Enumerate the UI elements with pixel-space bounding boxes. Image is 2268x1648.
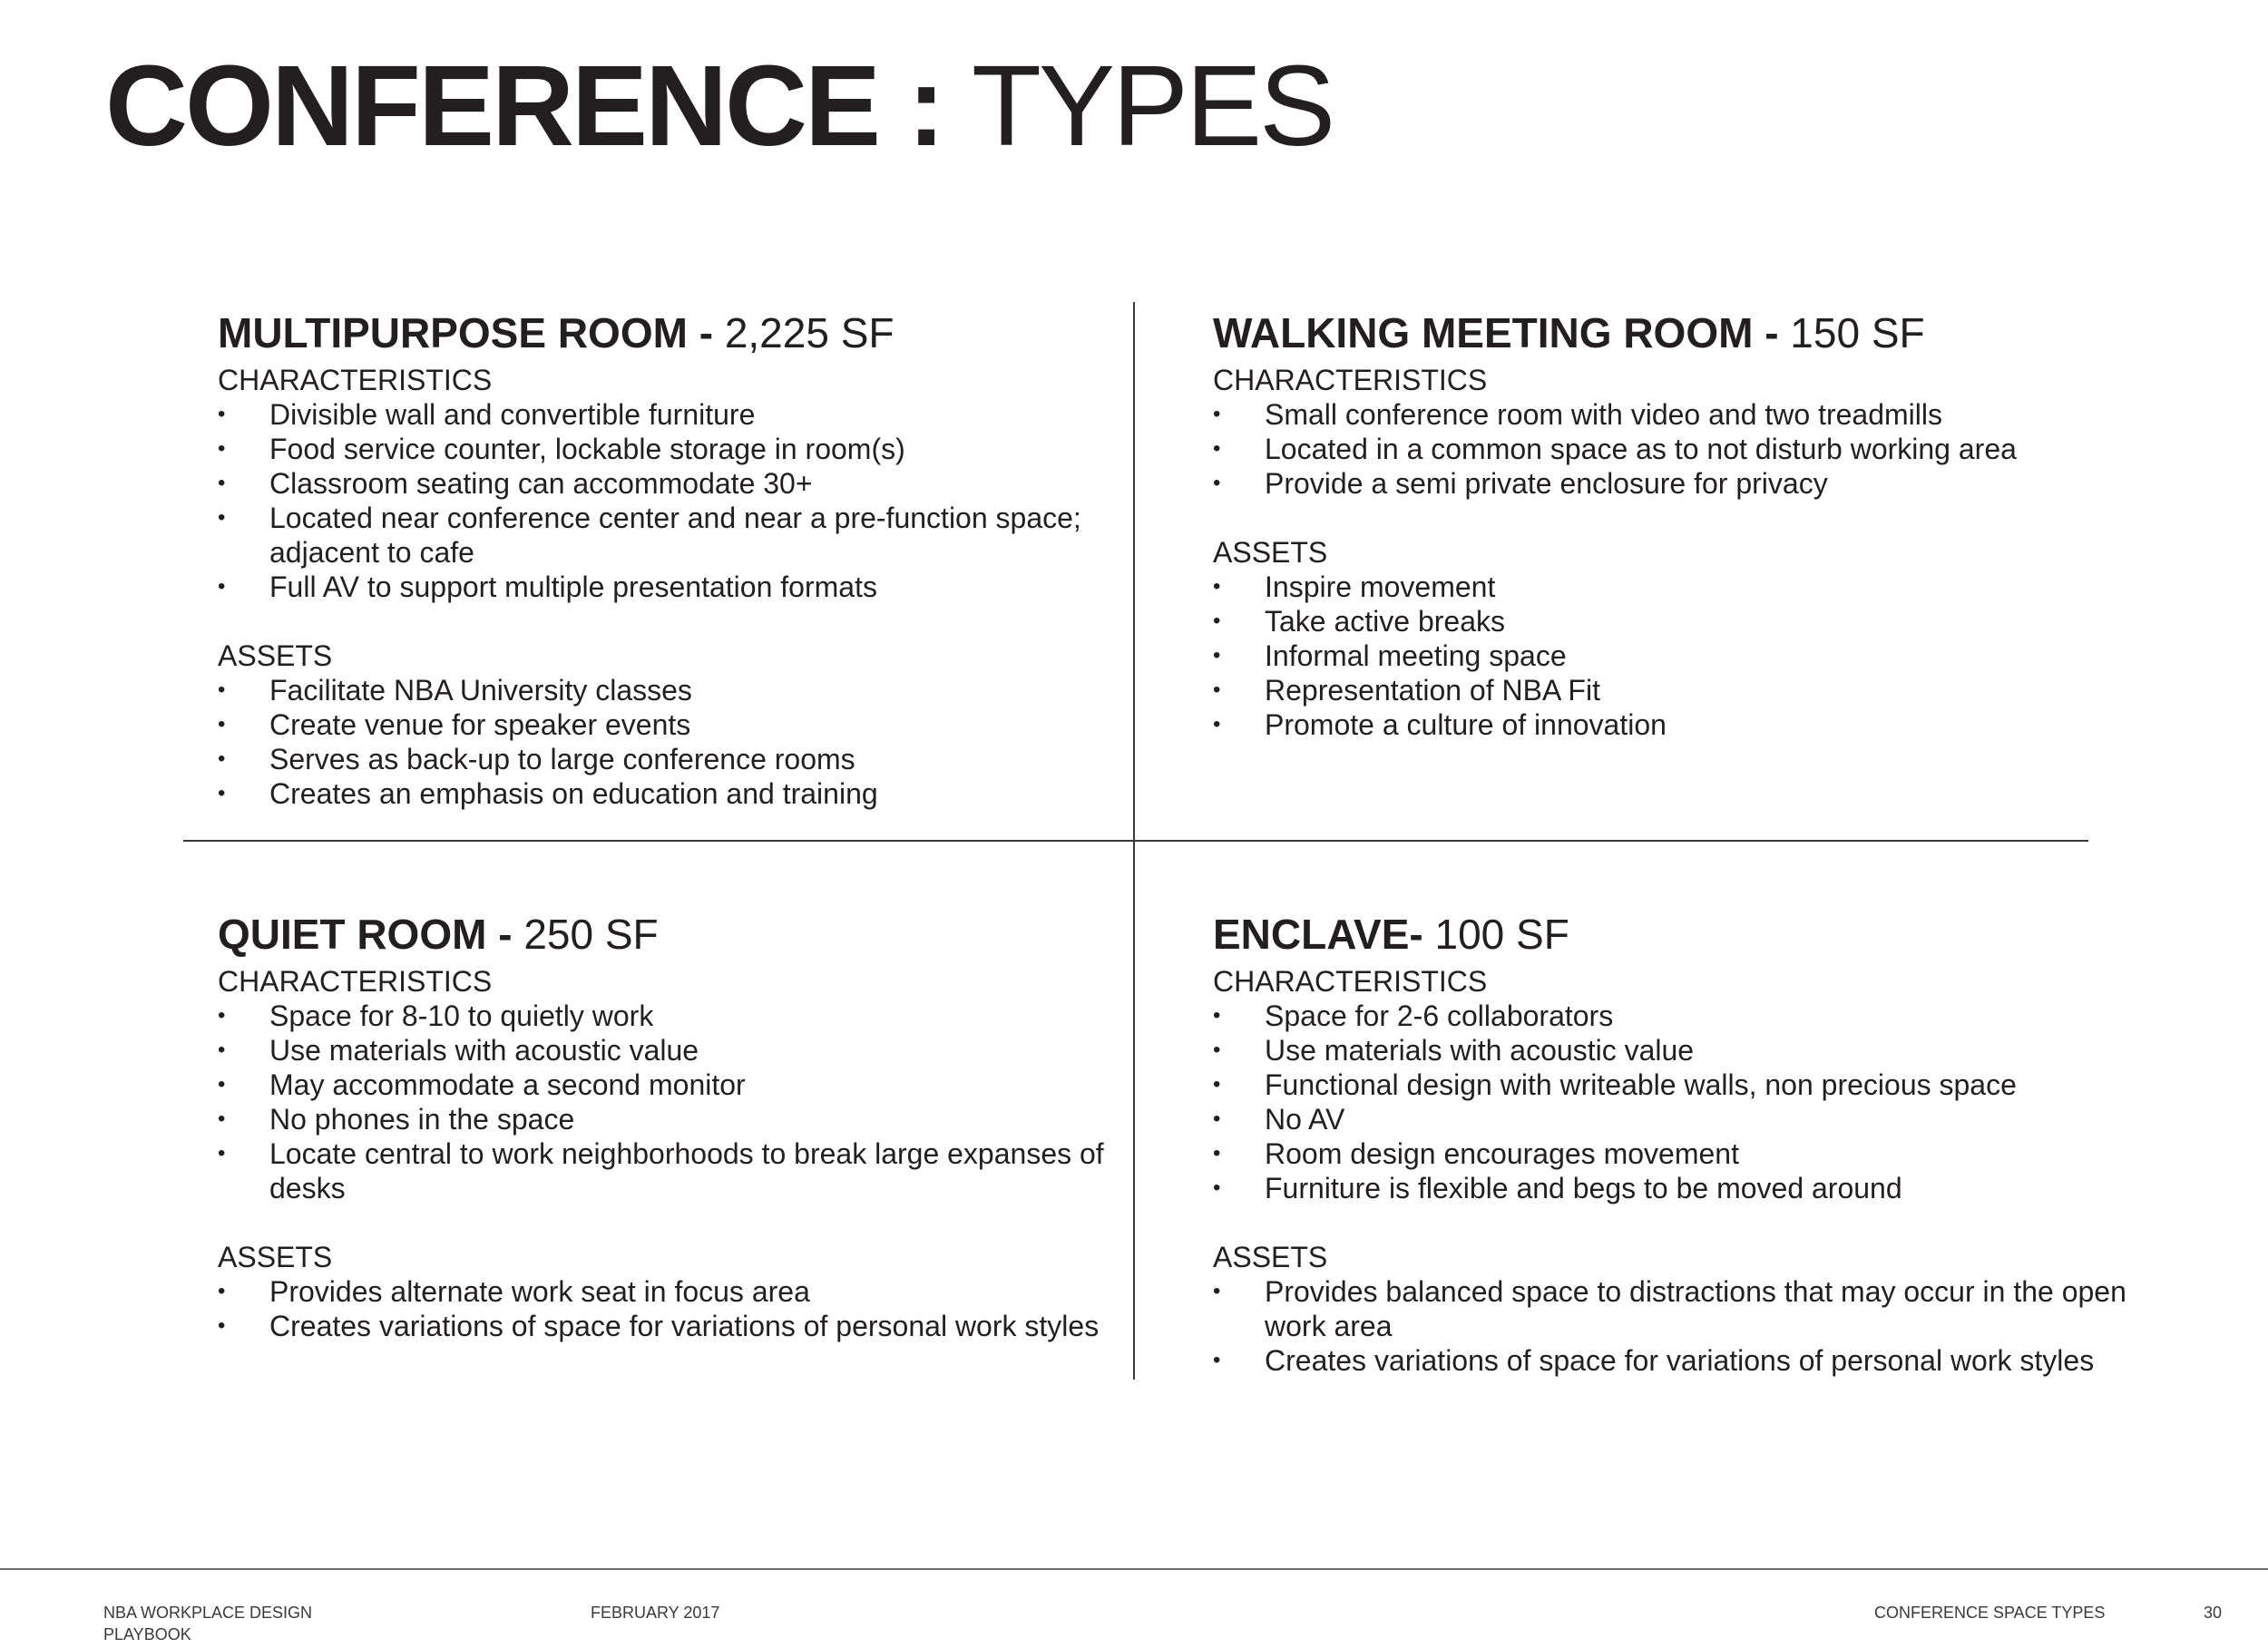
room-name: MULTIPURPOSE ROOM - [218, 309, 714, 356]
list-item: • Creates variations of space for variations of personal work styles [218, 1309, 1143, 1343]
list-item: • Serves as back-up to large conference rooms [218, 742, 1143, 776]
characteristics-label: CHARACTERISTICS [218, 965, 493, 998]
list-item: • Space for 8-10 to quietly work [218, 999, 1143, 1033]
characteristics-list [1213, 397, 2138, 501]
list-item: • Creates an emphasis on education and training [218, 776, 1143, 811]
list-item: • Room design encourages movement [1213, 1136, 2165, 1171]
section-title [218, 908, 1143, 961]
horizontal-divider [183, 840, 2088, 842]
room-name: QUIET ROOM - [218, 911, 513, 958]
list-item: • Use materials with acoustic value [218, 1033, 1143, 1068]
list-item: • Located in a common space as to not disturb working area [1213, 432, 2138, 466]
assets-label: ASSETS [218, 639, 333, 672]
section-quiet-room [218, 908, 1143, 1343]
list-item: • Promote a culture of innovation [1213, 707, 2138, 742]
characteristics-list [218, 397, 1143, 604]
section-enclave [1213, 908, 2165, 1378]
footer-section-name: CONFERENCE SPACE TYPES [1874, 1604, 2106, 1622]
assets-list [1213, 1274, 2165, 1378]
section-multipurpose-room [218, 307, 1143, 811]
list-item: • Representation of NBA Fit [1213, 673, 2138, 707]
footer-book-title: NBA WORKPLACE DESIGN PLAYBOOK [103, 1604, 313, 1643]
section-title [218, 307, 1143, 359]
list-item: • Provide a semi private enclosure for privacy [1213, 466, 2138, 501]
list-item: • Facilitate NBA University classes [218, 673, 1143, 707]
room-size: 2,225 SF [724, 309, 894, 356]
list-item: • Full AV to support multiple presentation formats [218, 570, 1143, 604]
assets-label: ASSETS [1213, 536, 1328, 569]
characteristics-list [1213, 999, 2165, 1205]
room-name: ENCLAVE- [1213, 911, 1423, 958]
list-item: • Creates variations of space for variations of personal work styles [1213, 1343, 2165, 1378]
list-item: • No AV [1213, 1102, 2165, 1136]
list-item: • Space for 2-6 collaborators [1213, 999, 2165, 1033]
list-item: • Divisible wall and convertible furniture [218, 397, 1143, 432]
page-number: 30 [2204, 1604, 2223, 1622]
assets-list [218, 673, 1143, 811]
footer-divider [0, 1568, 2268, 1570]
list-item: • Inspire movement [1213, 570, 2138, 604]
characteristics-list [218, 999, 1143, 1205]
page-title-bold: CONFERENCE : [105, 42, 943, 170]
assets-label: ASSETS [1213, 1241, 1328, 1273]
list-item: • Functional design with writeable walls, non precious space [1213, 1068, 2165, 1102]
list-item: • Informal meeting space [1213, 639, 2138, 673]
assets-label: ASSETS [218, 1241, 333, 1273]
list-item: • Classroom seating can accommodate 30+ [218, 466, 1143, 501]
room-size: 100 SF [1434, 911, 1569, 958]
assets-list [1213, 570, 2138, 742]
list-item: • May accommodate a second monitor [218, 1068, 1143, 1102]
list-item: • Small conference room with video and two treadmills [1213, 397, 2138, 432]
page-title-light: TYPES [972, 42, 1334, 170]
section-walking-meeting-room [1213, 307, 2138, 742]
section-title [1213, 908, 2165, 961]
list-item: • Furniture is flexible and begs to be moved around [1213, 1171, 2165, 1205]
list-item: • Locate central to work neighborhoods to break large expanses of desks [218, 1136, 1143, 1205]
footer-date: FEBRUARY 2017 [591, 1604, 720, 1622]
section-title [1213, 307, 2138, 359]
characteristics-label: CHARACTERISTICS [218, 364, 493, 396]
list-item: • Provides alternate work seat in focus area [218, 1274, 1143, 1309]
page-title [105, 38, 1333, 174]
characteristics-label: CHARACTERISTICS [1213, 364, 1488, 396]
list-item: • Create venue for speaker events [218, 707, 1143, 742]
list-item: • Food service counter, lockable storage in room(s) [218, 432, 1143, 466]
list-item: • Use materials with acoustic value [1213, 1033, 2165, 1068]
assets-list [218, 1274, 1143, 1343]
room-size: 150 SF [1790, 309, 1925, 356]
list-item: • Provides balanced space to distractions that may occur in the open work area [1213, 1274, 2165, 1343]
list-item: • No phones in the space [218, 1102, 1143, 1136]
list-item: • Take active breaks [1213, 604, 2138, 639]
room-name: WALKING MEETING ROOM - [1213, 309, 1779, 356]
list-item: • Located near conference center and near a pre-function space; adjacent to cafe [218, 501, 1143, 570]
characteristics-label: CHARACTERISTICS [1213, 965, 1488, 998]
room-size: 250 SF [523, 911, 659, 958]
